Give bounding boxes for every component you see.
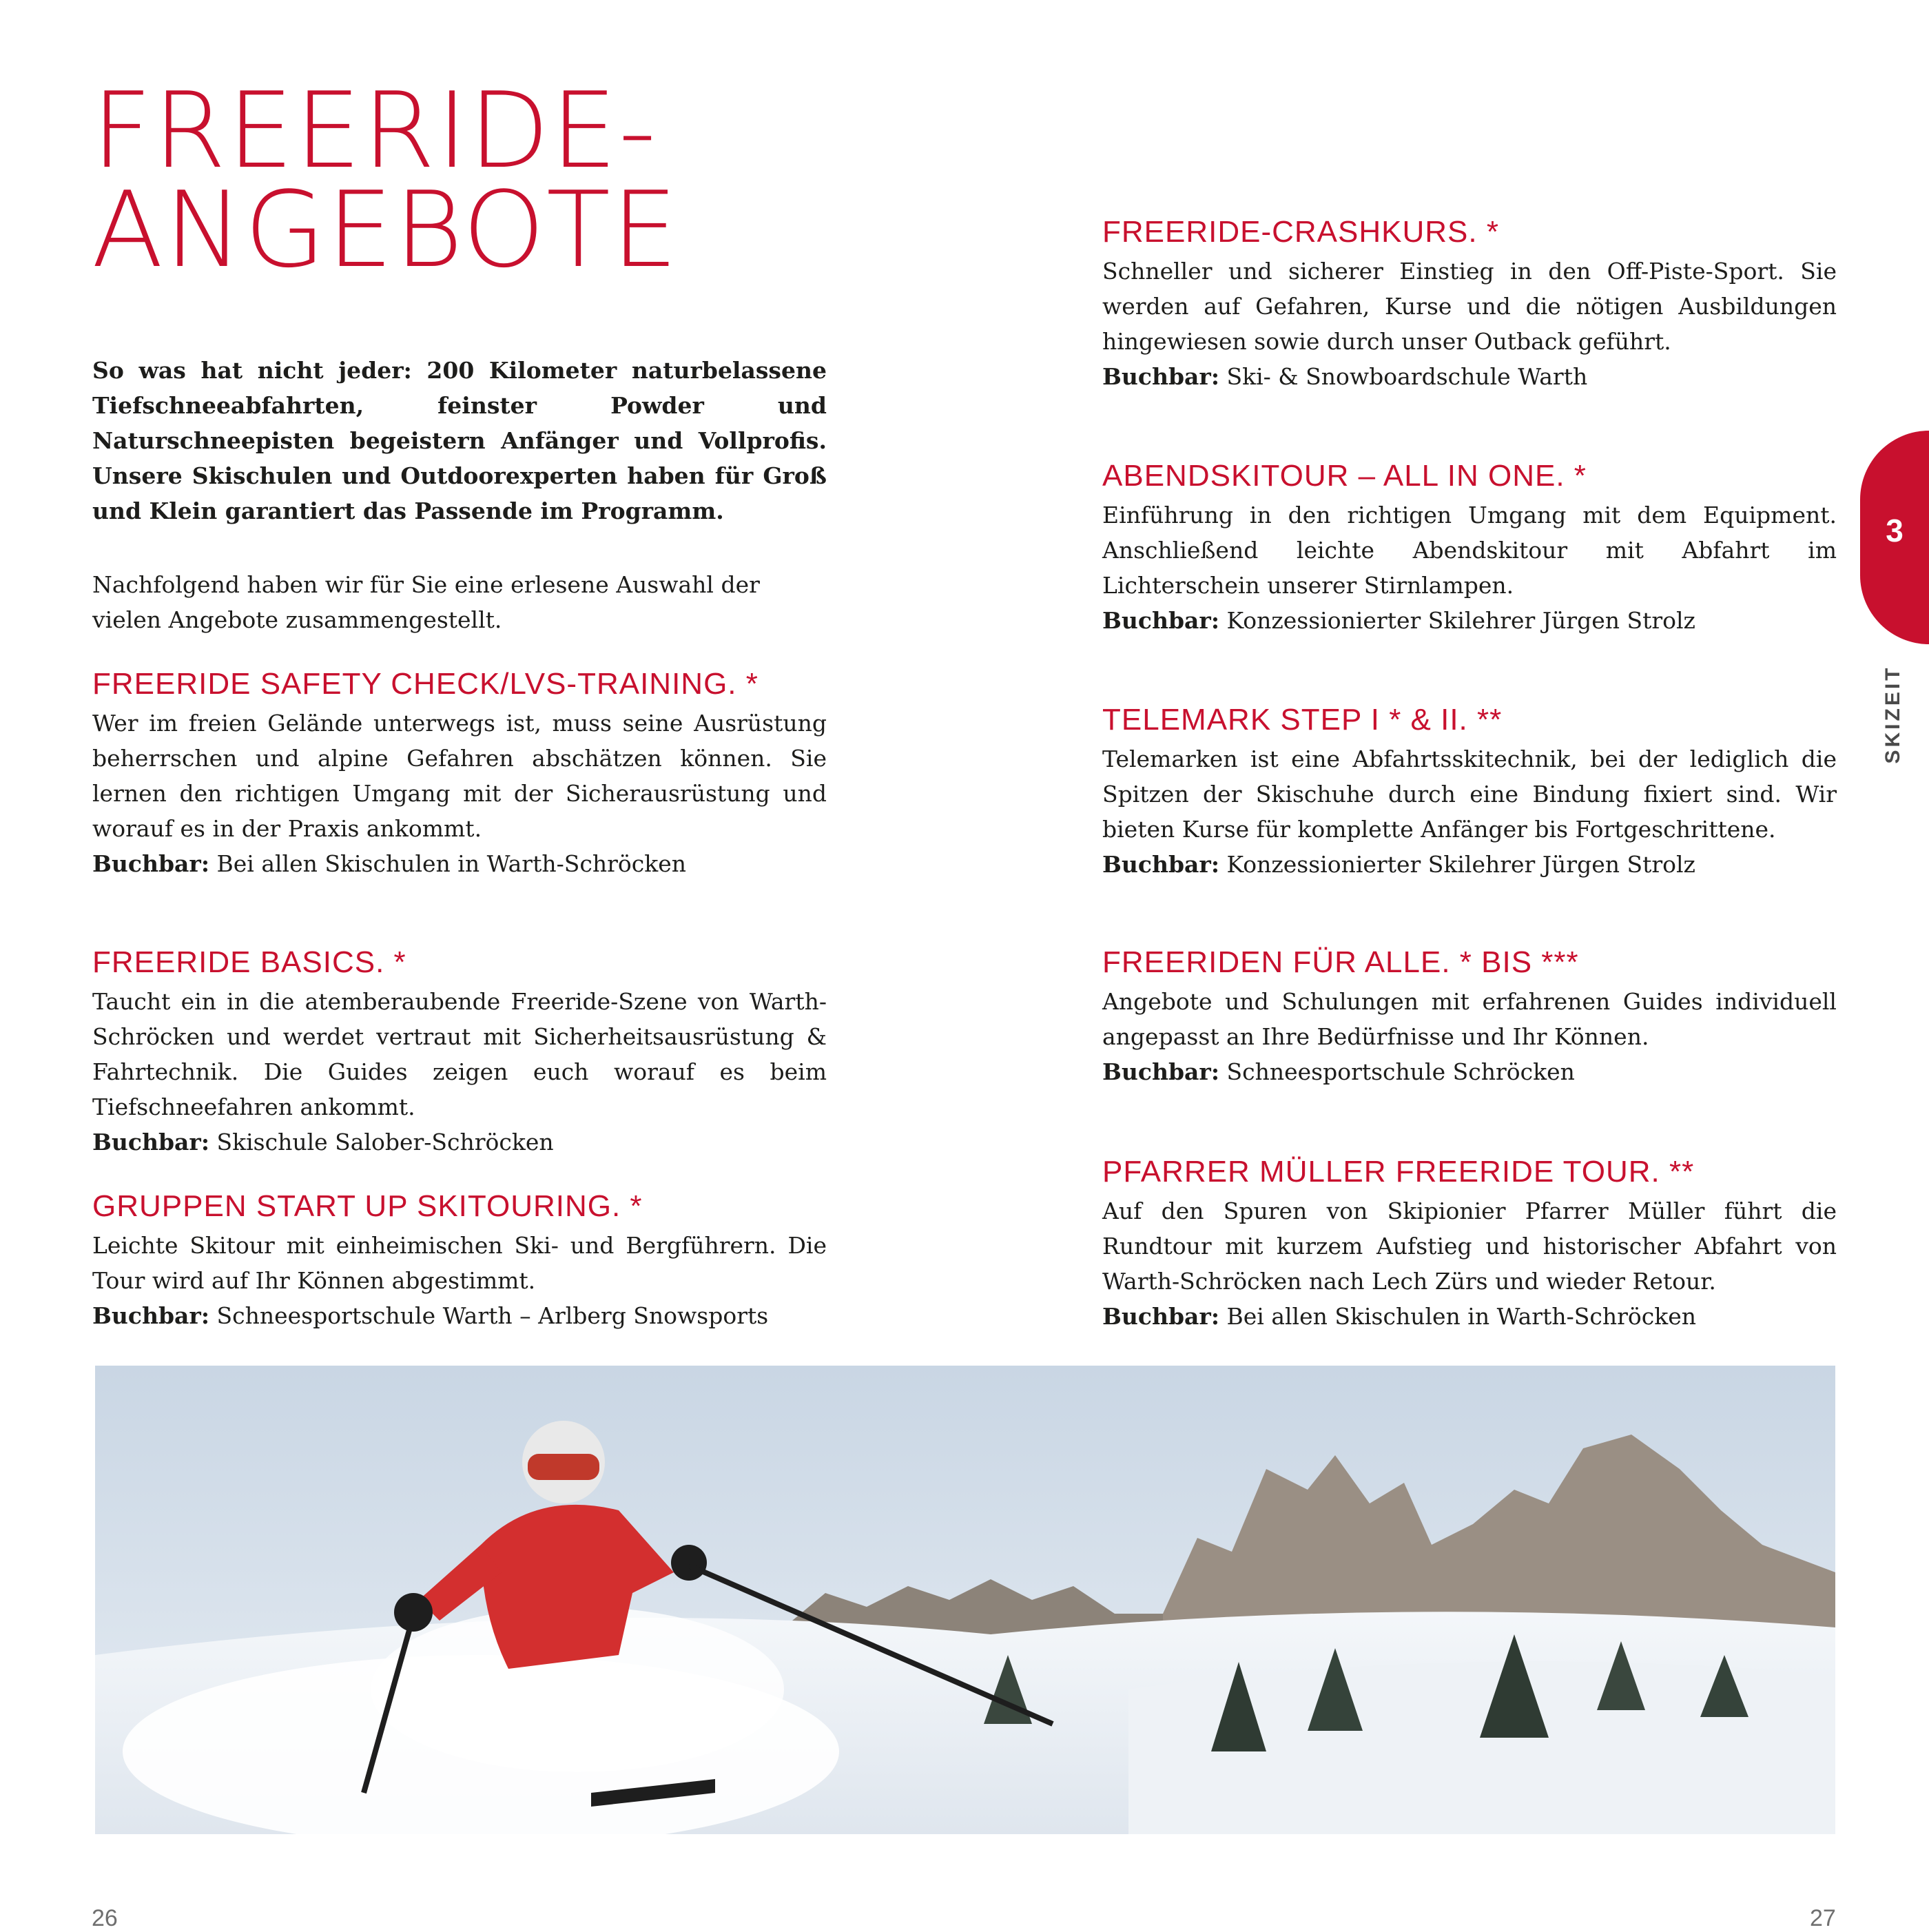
intro-text: Nachfolgend haben wir für Sie eine erlesene Auswahl der vielen Angebote zusammengestellt.: [92, 571, 760, 633]
intro-lead: So was hat nicht jeder: 200 Kilometer naturbelassene Tiefschneeabfahrten, feinster Powder und Naturschneepisten begeistern Anfänger und Vollprofis. Unsere Skischulen und Outdoorexperten haben für Groß und Klein garantiert das Passende im Programm.: [92, 357, 827, 524]
booking-provider: Schneesportschule Warth – Arlberg Snowsports: [216, 1302, 769, 1329]
offer-booking: [92, 1124, 827, 1160]
page-title-line-2: ANGEBOTE: [92, 169, 679, 291]
booking-label: Buchbar:: [92, 850, 209, 877]
offer-gruppen-start-up-skitouring: [92, 1189, 827, 1333]
offer-title: FREERIDE BASICS. *: [92, 945, 406, 979]
offer-description: Wer im freien Gelände unterwegs ist, muss seine Ausrüstung beherrschen und alpine Gefahren abschätzen können. Sie lernen den richtigen Umgang mit der Sicherausrüstung und worauf es in der Praxis ankommt.: [92, 710, 827, 842]
offer-freeride-crashkurs: [1102, 215, 1837, 394]
offer-booking: [92, 1298, 827, 1333]
offer-booking: [92, 846, 827, 881]
booking-label: Buchbar:: [1102, 851, 1219, 878]
booking-label: Buchbar:: [1102, 607, 1219, 634]
offer-title: GRUPPEN START UP SKITOURING. *: [92, 1189, 643, 1223]
chapter-label: SKIZEIT: [1881, 665, 1904, 764]
booking-provider: Ski- & Snowboardschule Warth: [1226, 363, 1588, 390]
offer-description: Taucht ein in die atemberaubende Freeride-Szene von Warth-Schröcken und werdet vertraut mit Sicherheitsausrüstung & Fahrtechnik. Die Guides zeigen euch worauf es beim Tiefschneefahren ankommt.: [92, 988, 827, 1120]
offer-abendskitour: [1102, 459, 1837, 638]
booking-provider: Konzessionierter Skilehrer Jürgen Strolz: [1226, 607, 1695, 634]
offer-freeride-safety-check: [92, 667, 827, 881]
booking-provider: Skischule Salober-Schröcken: [216, 1129, 554, 1155]
skier-photo-illustration: [95, 1366, 1835, 1834]
offer-description: Leichte Skitour mit einheimischen Ski- und Bergführern. Die Tour wird auf Ihr Können abgestimmt.: [92, 1232, 827, 1294]
booking-label: Buchbar:: [1102, 363, 1219, 390]
booking-provider: Schneesportschule Schröcken: [1226, 1058, 1575, 1085]
offer-description: Einführung in den richtigen Umgang mit dem Equipment. Anschließend leichte Abendskitour mit Abfahrt im Lichterschein unserer Stirnlampen.: [1102, 502, 1837, 599]
offer-description: Auf den Spuren von Skipionier Pfarrer Müller führt die Rundtour mit kurzem Aufstieg und historischer Abfahrt von Warth-Schröcken nach Lech Zürs und wieder Retour.: [1102, 1198, 1837, 1295]
page-number-left: 26: [92, 1905, 118, 1931]
offer-pfarrer-mueller-freeride-tour: [1102, 1155, 1837, 1334]
offer-booking: [1102, 847, 1837, 882]
offer-booking: [1102, 1299, 1837, 1334]
offer-title: FREERIDEN FÜR ALLE. * BIS ***: [1102, 945, 1579, 979]
booking-provider: Konzessionierter Skilehrer Jürgen Strolz: [1226, 851, 1695, 878]
offer-title: TELEMARK STEP I * & II. **: [1102, 703, 1503, 737]
offer-telemark-step: [1102, 703, 1837, 882]
page-title-line-1: FREERIDE-: [92, 70, 658, 192]
offer-booking: [1102, 1054, 1837, 1089]
page-number-right: 27: [1810, 1905, 1836, 1931]
offer-freeride-basics: [92, 945, 827, 1160]
offer-description: Telemarken ist eine Abfahrtsskitechnik, bei der lediglich die Spitzen der Skischuhe durch eine Bindung fixiert sind. Wir bieten Kurse für komplette Anfänger bis Fortgeschrittene.: [1102, 746, 1837, 843]
chapter-number: 3: [1886, 513, 1904, 548]
page-title: [92, 70, 679, 291]
booking-label: Buchbar:: [1102, 1303, 1219, 1330]
offer-booking: [1102, 359, 1837, 394]
booking-provider: Bei allen Skischulen in Warth-Schröcken: [1226, 1303, 1696, 1330]
offer-title: FREERIDE-CRASHKURS. *: [1102, 215, 1499, 249]
offer-booking: [1102, 603, 1837, 638]
booking-label: Buchbar:: [92, 1129, 209, 1155]
skier-photo: [95, 1366, 1835, 1834]
offer-title: PFARRER MÜLLER FREERIDE TOUR. **: [1102, 1155, 1695, 1189]
booking-provider: Bei allen Skischulen in Warth-Schröcken: [216, 850, 686, 877]
booking-label: Buchbar:: [1102, 1058, 1219, 1085]
offer-title: FREERIDE SAFETY CHECK/LVS-TRAINING. *: [92, 667, 759, 701]
offer-description: Schneller und sicherer Einstieg in den Off-Piste-Sport. Sie werden auf Gefahren, Kurse und die nötigen Ausbildungen hingewiesen sowie durch unser Outback geführt.: [1102, 258, 1837, 355]
offer-description: Angebote und Schulungen mit erfahrenen Guides individuell angepasst an Ihre Bedürfnisse und Ihr Können.: [1102, 988, 1837, 1050]
offer-freeriden-fuer-alle: [1102, 945, 1837, 1089]
offer-title: ABENDSKITOUR – ALL IN ONE. *: [1102, 459, 1587, 493]
booking-label: Buchbar:: [92, 1302, 209, 1329]
